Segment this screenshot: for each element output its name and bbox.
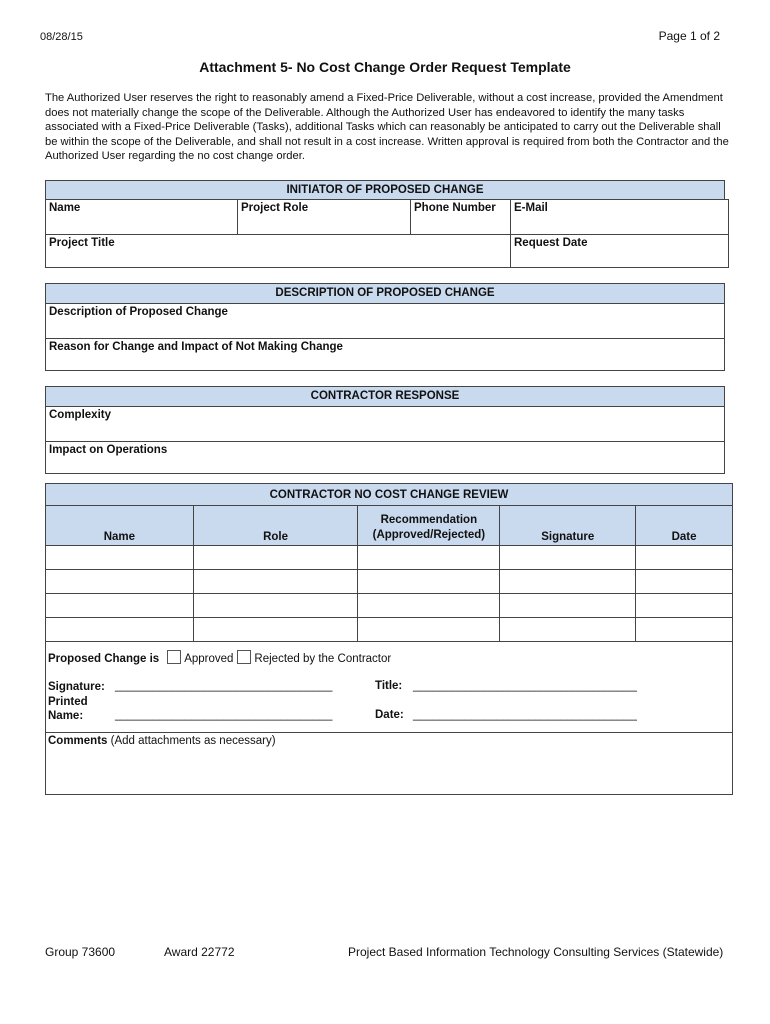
cell-recommendation[interactable] xyxy=(358,618,500,642)
page-title: Attachment 5- No Cost Change Order Request Template xyxy=(199,59,571,75)
cell-role[interactable] xyxy=(193,594,358,618)
document-date: 08/28/15 xyxy=(40,31,83,43)
description-heading: DESCRIPTION OF PROPOSED CHANGE xyxy=(46,284,724,304)
description-section xyxy=(45,283,725,371)
cell-recommendation[interactable] xyxy=(358,594,500,618)
impact-field[interactable]: Impact on Operations xyxy=(46,441,724,473)
review-table xyxy=(45,483,733,795)
cell-recommendation[interactable] xyxy=(358,546,500,570)
col-header-rec-line2: (Approved/Rejected) xyxy=(372,529,486,541)
col-header-role: Role xyxy=(193,506,358,546)
cell-signature[interactable] xyxy=(500,570,636,594)
description-field[interactable]: Description of Proposed Change xyxy=(49,306,228,318)
footer-program: Project Based Information Technology Consulting Services (Statewide) xyxy=(348,945,724,959)
proposed-change-row xyxy=(48,650,391,665)
comments-note: (Add attachments as necessary) xyxy=(107,735,276,747)
approval-block xyxy=(46,642,733,733)
footer-group: Group 73600 xyxy=(45,945,116,959)
signature-label: Signature: xyxy=(48,681,105,693)
col-header-signature: Signature xyxy=(500,506,636,546)
col-header-name: Name xyxy=(46,506,194,546)
comments-label: Comments xyxy=(48,735,108,747)
cell-name[interactable] xyxy=(46,594,194,618)
signature-line[interactable]: __________________________________ xyxy=(115,680,333,692)
email-field[interactable]: E-Mail xyxy=(510,200,728,234)
table-row xyxy=(46,594,733,618)
footer-award: Award 22772 xyxy=(164,945,235,959)
project-role-field[interactable]: Project Role xyxy=(237,200,410,234)
date-line[interactable]: ___________________________________ xyxy=(413,709,637,721)
title-line[interactable]: ___________________________________ xyxy=(413,680,637,692)
col-header-date: Date xyxy=(636,506,733,546)
rejected-label: Rejected by the Contractor xyxy=(254,653,392,665)
date-label: Date: xyxy=(375,709,404,721)
approved-label: Approved xyxy=(184,653,234,665)
initiator-heading: INITIATOR OF PROPOSED CHANGE xyxy=(45,180,725,200)
table-row xyxy=(46,570,733,594)
phone-number-field[interactable]: Phone Number xyxy=(410,200,510,234)
approved-checkbox[interactable] xyxy=(167,650,181,664)
cell-signature[interactable] xyxy=(500,618,636,642)
table-row xyxy=(46,546,733,570)
reason-field[interactable]: Reason for Change and Impact of Not Making Change xyxy=(46,338,724,370)
printed-label: Printed xyxy=(48,695,88,708)
table-row xyxy=(46,618,733,642)
cell-role[interactable] xyxy=(193,570,358,594)
cell-date[interactable] xyxy=(636,594,733,618)
contractor-response-section xyxy=(45,386,725,474)
comments-field[interactable] xyxy=(46,733,733,795)
cell-date[interactable] xyxy=(636,618,733,642)
proposed-change-label: Proposed Change is xyxy=(48,653,160,665)
col-header-rec-line1: Recommendation xyxy=(380,514,478,526)
cell-date[interactable] xyxy=(636,570,733,594)
contractor-response-heading: CONTRACTOR RESPONSE xyxy=(46,387,724,407)
cell-name[interactable] xyxy=(46,546,194,570)
page-number: Page 1 of 2 xyxy=(658,29,720,43)
request-date-field[interactable]: Request Date xyxy=(510,234,728,267)
review-heading: CONTRACTOR NO COST CHANGE REVIEW xyxy=(46,484,733,506)
cell-signature[interactable] xyxy=(500,546,636,570)
signature-labels xyxy=(48,680,105,724)
cell-recommendation[interactable] xyxy=(358,570,500,594)
cell-role[interactable] xyxy=(193,546,358,570)
name-field[interactable]: Name xyxy=(49,202,81,214)
cell-role[interactable] xyxy=(193,618,358,642)
name-label: Name: xyxy=(48,710,84,722)
printed-name-line[interactable]: __________________________________ xyxy=(115,709,333,721)
rejected-checkbox[interactable] xyxy=(237,650,251,664)
project-title-field[interactable]: Project Title xyxy=(46,234,510,267)
col-header-recommendation xyxy=(358,506,500,546)
initiator-section xyxy=(45,180,729,268)
complexity-field[interactable]: Complexity xyxy=(49,409,111,421)
cell-signature[interactable] xyxy=(500,594,636,618)
cell-name[interactable] xyxy=(46,618,194,642)
title-label: Title: xyxy=(375,680,403,692)
intro-paragraph: The Authorized User reserves the right to reasonably amend a Fixed-Price Deliverable, without a cost increase, provided the Amendment does not materially change the scope of the Deliverable. Although the Authorized User has endeavored to identify the many tasks associated with a Fixed-Price Deliverable (Tasks), additional Tasks which can reasonably be anticipated to carry out the Deliverable shall be within the scope of the Deliverable, and shall not result in a cost increase. Written approval is required from both the Contractor and the Authorized User regarding the no cost change order. xyxy=(45,92,729,163)
initiator-grid xyxy=(45,199,729,268)
cell-name[interactable] xyxy=(46,570,194,594)
cell-date[interactable] xyxy=(636,546,733,570)
